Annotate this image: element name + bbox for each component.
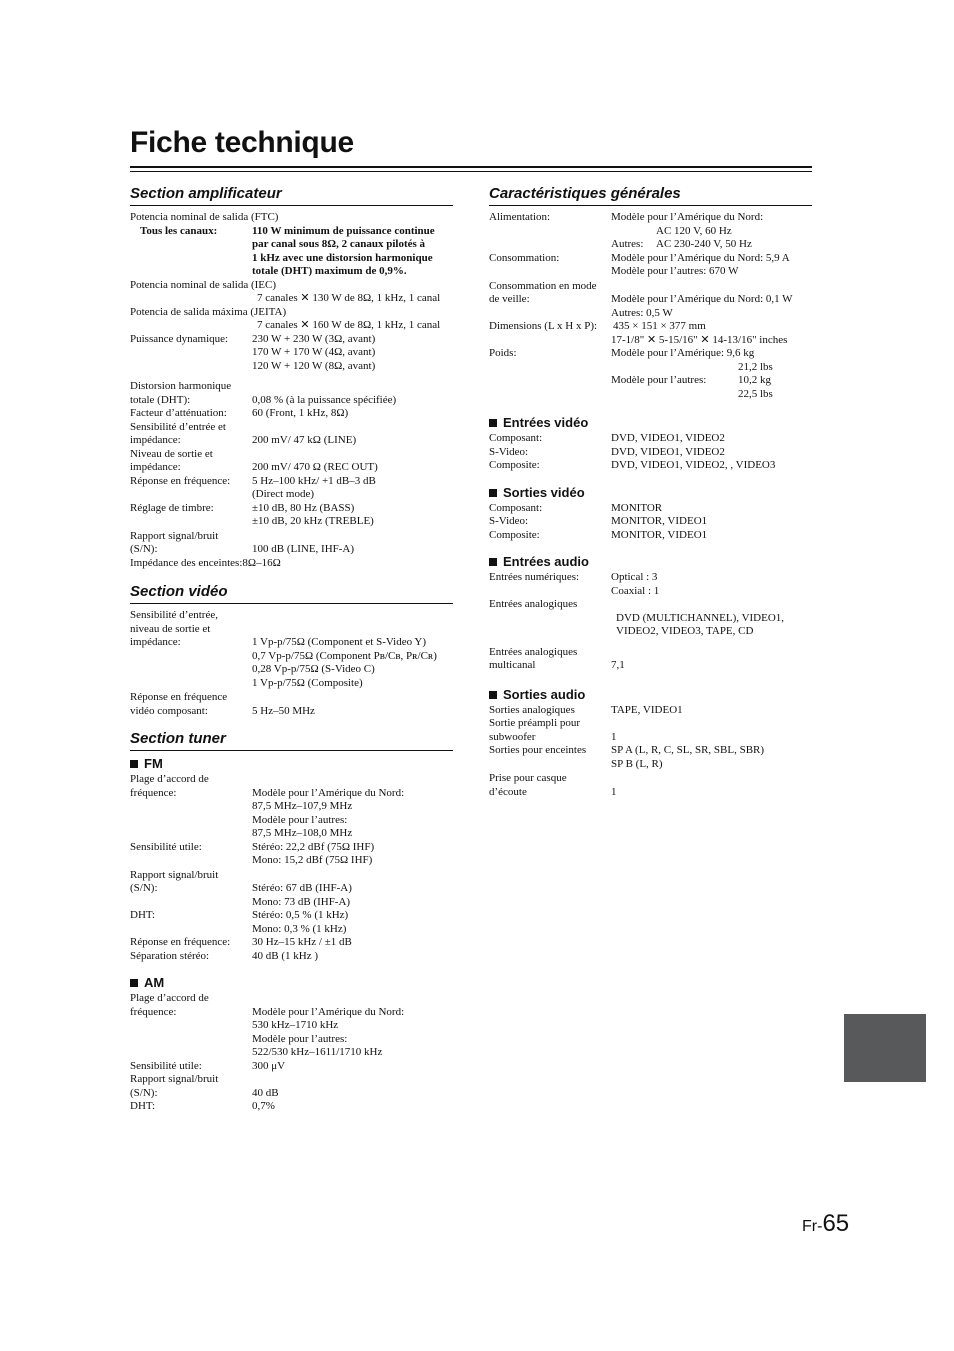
spec-value	[252, 225, 453, 279]
spec-value-line: 522/530 kHz–1611/1710 kHz	[252, 1046, 383, 1058]
subheading-video-outputs	[489, 485, 812, 501]
bullet-square-icon	[489, 419, 497, 427]
spec-value: 5 Hz–50 MHz	[252, 704, 315, 717]
spec-row	[130, 333, 453, 374]
spec-value: 200 mV/ 47 kΩ (LINE)	[252, 434, 357, 446]
spec-label: Potencia nominal de salida (FTC)	[130, 211, 279, 223]
spec-row	[489, 529, 812, 543]
spec-label: DHT:	[130, 1100, 156, 1112]
spec-row	[489, 432, 812, 446]
spec-value	[252, 787, 453, 841]
spec-value-line: 0,28 Vp-p/75Ω (S-Video C)	[252, 663, 375, 675]
section-heading-amplifier: Section amplificateur	[130, 185, 453, 206]
spec-row	[489, 211, 812, 252]
spec-value-line: Modèle pour l’autres: 10,2 kg	[611, 374, 771, 386]
spec-label: Consommation:	[489, 251, 560, 264]
spec-value-line: Mono: 0,3 % (1 kHz)	[252, 922, 347, 935]
spec-value-line: 120 W + 120 W (8Ω, avant)	[252, 359, 376, 372]
spec-label: Facteur d’atténuation:	[130, 407, 227, 419]
subheading-label: AM	[144, 975, 165, 990]
spec-label: Réponse en fréquence:	[130, 936, 231, 948]
spec-row	[130, 475, 453, 502]
spec-value-line: 21,2 lbs	[738, 360, 773, 373]
spec-value-line: Mono: 15,2 dBf (75Ω IHF)	[252, 854, 373, 866]
spec-value-line: 110 W minimum de puissance continue	[252, 224, 435, 237]
spec-value: 300 μV	[252, 1059, 286, 1072]
spec-label: Sensibilité d’entrée,	[130, 609, 218, 621]
subheading-label: Sorties vidéo	[503, 484, 585, 500]
spec-row	[130, 1100, 453, 1114]
spec-label: (S/N):	[130, 882, 158, 894]
spec-value-line: Modèle pour l’autres: 670 W	[611, 265, 739, 277]
spec-label: impédance:	[130, 434, 181, 446]
spec-value-line: Mono: 73 dB (IHF-A)	[252, 895, 351, 908]
spec-label: Entrées analogiques	[489, 598, 578, 610]
spec-label: Puissance dynamique:	[130, 332, 229, 345]
spec-value: DVD, VIDEO1, VIDEO2, , VIDEO3	[611, 459, 776, 471]
spec-value-line: par canal sous 8Ω, 2 canaux pilotés à	[252, 238, 426, 250]
spec-label: Plage d’accord de	[130, 992, 209, 1004]
spec-row	[130, 909, 453, 936]
spec-value: 60 (Front, 1 kHz, 8Ω)	[252, 407, 349, 419]
spec-value	[611, 320, 812, 347]
spec-value-line: 87,5 MHz–107,9 MHz	[252, 800, 353, 812]
spec-value	[611, 252, 812, 279]
spec-value: 40 dB	[252, 1086, 279, 1099]
spec-value-line: 1 kHz avec une distorsion harmonique	[252, 251, 433, 264]
spec-label: impédance:	[130, 461, 181, 473]
spec-value	[252, 1006, 453, 1060]
spec-value	[611, 744, 812, 771]
spec-value-line: 1 Vp-p/75Ω (Component et S-Video Y)	[252, 636, 427, 648]
spec-label: Sensibilité utile:	[130, 840, 202, 853]
spec-row	[489, 786, 812, 800]
spec-label: S-Video:	[489, 445, 529, 458]
subheading-audio-outputs	[489, 687, 812, 703]
right-column	[489, 185, 812, 799]
left-column	[130, 185, 453, 1114]
spec-label: Dimensions (L x H x P):	[489, 320, 598, 332]
subheading-am	[130, 975, 453, 991]
spec-value-line: totale (DHT) maximum de 0,9%.	[252, 265, 407, 277]
title-rule-thin	[130, 171, 812, 172]
spec-value-line: ±10 dB, 20 kHz (TREBLE)	[252, 515, 374, 527]
spec-value-line: Coaxial : 1	[611, 584, 660, 597]
spec-label: Sorties analogiques	[489, 703, 575, 716]
spec-label: fréquence:	[130, 786, 177, 799]
spec-value: MONITOR, VIDEO1	[611, 515, 708, 527]
spec-row	[489, 571, 812, 598]
spec-label: Sensibilité utile:	[130, 1059, 202, 1072]
spec-value: 8Ω–16Ω	[242, 556, 281, 569]
spec-label: Composite:	[489, 528, 540, 541]
spec-row	[130, 394, 453, 408]
spec-label: Entrées numériques:	[489, 571, 580, 583]
spec-row	[130, 841, 453, 868]
spec-label: Potencia de salida máxima (JEITA)	[130, 305, 287, 318]
page-number-prefix: Fr-	[802, 1218, 823, 1235]
spec-value	[611, 347, 812, 401]
spec-label: subwoofer	[489, 730, 536, 743]
spec-value	[611, 211, 812, 252]
spec-row	[130, 502, 453, 529]
spec-value-line: Modèle pour l’Amérique: 9,6 kg	[611, 347, 755, 359]
spec-row	[489, 459, 812, 473]
spec-row	[130, 1087, 453, 1101]
spec-value-line: Modèle pour l’Amérique du Nord: 5,9 A	[611, 251, 790, 264]
spec-value: 7,1	[611, 659, 625, 671]
page-number	[802, 1210, 849, 1238]
spec-value: 1	[611, 785, 617, 798]
spec-value-line: 230 W + 230 W (3Ω, avant)	[252, 332, 376, 345]
spec-row	[489, 293, 812, 320]
spec-value	[252, 333, 453, 374]
spec-value-line: 1 Vp-p/75Ω (Composite)	[252, 676, 363, 689]
spec-label: Réponse en fréquence:	[130, 474, 231, 487]
spec-value-line: SP A (L, R, C, SL, SR, SBL, SBR)	[611, 744, 765, 756]
spec-label: Poids:	[489, 347, 517, 359]
spec-label: fréquence:	[130, 1005, 177, 1018]
spec-value: 0,08 % (à la puissance spécifiée)	[252, 393, 397, 406]
bullet-square-icon	[130, 979, 138, 987]
spec-label: impédance:	[130, 636, 181, 648]
spec-label: Rapport signal/bruit	[130, 529, 219, 542]
spec-label: Alimentation:	[489, 211, 551, 223]
spec-value: 30 Hz–15 kHz / ±1 dB	[252, 936, 352, 948]
spec-label: Sorties pour enceintes	[489, 744, 587, 756]
spec-row	[130, 705, 453, 719]
spec-value-line: Optical : 3	[611, 571, 658, 583]
spec-value: 0,7%	[252, 1100, 275, 1112]
spec-value: 200 mV/ 470 Ω (REC OUT)	[252, 461, 378, 473]
spec-label: (S/N):	[130, 543, 158, 555]
spec-value	[611, 571, 812, 598]
spec-label: Composite:	[489, 459, 540, 471]
spec-label: Entrées analogiques	[489, 645, 578, 658]
page-title: Fiche technique	[130, 126, 354, 159]
spec-value: MONITOR, VIDEO1	[611, 528, 708, 541]
spec-label: Niveau de sortie et	[130, 447, 213, 460]
spec-label: Réglage de timbre:	[130, 501, 214, 514]
subheading-label: Entrées audio	[503, 554, 589, 569]
spec-row	[130, 407, 453, 421]
bullet-square-icon	[489, 558, 497, 566]
spec-value: DVD (MULTICHANNEL), VIDEO1,	[616, 611, 785, 624]
spec-value-line: SP B (L, R)	[611, 757, 663, 770]
spec-label: Impédance des enceintes:	[130, 556, 243, 569]
spec-label: niveau de sortie et	[130, 622, 211, 635]
spec-label: Composant:	[489, 432, 543, 444]
bullet-square-icon	[489, 691, 497, 699]
spec-value-line: 87,5 MHz–108,0 MHz	[252, 827, 353, 839]
spec-value-line: Stéréo: 0,5 % (1 kHz)	[252, 909, 349, 921]
spec-value: TAPE, VIDEO1	[611, 703, 683, 716]
spec-row	[130, 787, 453, 841]
spec-value: 7 canales ✕ 160 W de 8Ω, 1 kHz, 1 canal	[257, 319, 441, 331]
spec-value: VIDEO2, VIDEO3, TAPE, CD	[616, 625, 754, 637]
spec-value-line: Stéréo: 67 dB (IHF-A)	[252, 882, 352, 894]
spec-row	[489, 446, 812, 460]
spec-value: 1	[611, 730, 617, 743]
spec-label: Prise pour casque	[489, 772, 567, 784]
subheading-fm	[130, 756, 453, 772]
bullet-square-icon	[130, 760, 138, 768]
spec-value: 40 dB (1 kHz )	[252, 949, 318, 962]
spec-label: Plage d’accord de	[130, 773, 209, 785]
spec-value	[252, 841, 453, 868]
spec-label: S-Video:	[489, 515, 529, 527]
spec-value-line: 17-1/8" ✕ 5-15/16" ✕ 14-13/16" inches	[611, 333, 788, 346]
spec-value-line: Autres: 0,5 W	[611, 306, 673, 319]
spec-label: Séparation stéréo:	[130, 949, 210, 962]
spec-row	[489, 347, 812, 401]
spec-value-line: Autres: AC 230-240 V, 50 Hz	[611, 238, 752, 250]
spec-label: Consommation en mode	[489, 279, 597, 292]
spec-label: Rapport signal/bruit	[130, 1073, 219, 1085]
spec-row	[489, 731, 812, 745]
spec-value-line: Modèle pour l’Amérique du Nord: 0,1 W	[611, 293, 793, 305]
spec-value	[252, 882, 453, 909]
spec-row	[130, 557, 453, 571]
spec-value	[252, 909, 453, 936]
spec-label: Réponse en fréquence	[130, 691, 228, 703]
spec-row	[130, 936, 453, 950]
spec-value: MONITOR	[611, 501, 663, 514]
spec-value: 7 canales ✕ 130 W de 8Ω, 1 kHz, 1 canal	[257, 292, 441, 304]
section-heading-tuner: Section tuner	[130, 730, 453, 751]
spec-row	[130, 1060, 453, 1074]
subheading-audio-inputs	[489, 554, 812, 570]
spec-row	[130, 882, 453, 909]
spec-label: Sensibilité d’entrée et	[130, 420, 226, 433]
spec-row	[489, 515, 812, 529]
spec-value	[252, 475, 453, 502]
spec-row	[130, 434, 453, 448]
spec-label: DHT:	[130, 909, 156, 921]
spec-label: Rapport signal/bruit	[130, 868, 219, 881]
spec-value-line: 435 × 151 × 377 mm	[613, 320, 706, 332]
spec-value-line: Modèle pour l’Amérique du Nord:	[611, 211, 764, 223]
spec-value-line: 5 Hz–100 kHz/ +1 dB–3 dB	[252, 474, 376, 487]
spec-row	[489, 502, 812, 516]
spec-value	[611, 293, 812, 320]
spec-value: DVD, VIDEO1, VIDEO2	[611, 445, 725, 458]
spec-value	[252, 636, 453, 690]
spec-value-line: Stéréo: 22,2 dBf (75Ω IHF)	[252, 840, 375, 853]
spec-value-line: Modèle pour l’Amérique du Nord:	[252, 786, 405, 799]
subheading-label: FM	[144, 756, 163, 771]
spec-value	[252, 502, 453, 529]
spec-row	[489, 659, 812, 673]
spec-label: (S/N):	[130, 1086, 158, 1099]
subheading-video-inputs	[489, 415, 812, 431]
spec-value-line: 170 W + 170 W (4Ω, avant)	[252, 346, 376, 358]
spec-value-line: ±10 dB, 80 Hz (BASS)	[252, 501, 355, 514]
spec-row	[489, 704, 812, 718]
spec-value-line: Modèle pour l’Amérique du Nord:	[252, 1005, 405, 1018]
spec-row	[130, 636, 453, 690]
spec-row	[130, 461, 453, 475]
spec-label: Potencia nominal de salida (IEC)	[130, 278, 277, 291]
spec-label: Tous les canaux:	[140, 224, 218, 237]
spec-row	[489, 744, 812, 771]
spec-row	[130, 1006, 453, 1060]
spec-value-line: 22,5 lbs	[738, 387, 773, 400]
spec-label: d’écoute	[489, 785, 527, 798]
page-number-value: 65	[822, 1210, 850, 1237]
spec-value-line: (Direct mode)	[252, 488, 314, 500]
spec-row	[130, 225, 453, 279]
spec-label: Sortie préampli pour	[489, 717, 581, 729]
spec-row	[489, 252, 812, 279]
spec-value: DVD, VIDEO1, VIDEO2	[611, 432, 725, 444]
spec-row	[489, 320, 812, 347]
subheading-label: Entrées vidéo	[503, 415, 589, 430]
title-rule	[130, 166, 812, 168]
spec-value-line: Modèle pour l’autres:	[252, 813, 348, 826]
spec-value-line: AC 120 V, 60 Hz	[656, 224, 732, 237]
section-heading-video: Section vidéo	[130, 583, 453, 604]
section-heading-general: Caractéristiques générales	[489, 185, 812, 206]
spec-value-line: 0,7 Vp-p/75Ω (Component Pʙ/Cʙ, Pʀ/Cʀ)	[252, 649, 437, 662]
subheading-label: Sorties audio	[503, 686, 586, 702]
spec-value: 100 dB (LINE, IHF-A)	[252, 543, 355, 555]
chapter-tab-marker	[844, 1014, 926, 1082]
spec-label: totale (DHT):	[130, 393, 191, 406]
spec-label: vidéo composant:	[130, 704, 208, 717]
bullet-square-icon	[489, 489, 497, 497]
spec-value-line: Modèle pour l’autres:	[252, 1032, 348, 1045]
spec-row	[130, 950, 453, 964]
spec-label: multicanal	[489, 659, 536, 671]
spec-value-line: 530 kHz–1710 kHz	[252, 1019, 339, 1031]
spec-row	[130, 543, 453, 557]
spec-label: de veille:	[489, 293, 530, 305]
spec-label: Composant:	[489, 501, 543, 514]
spec-label: Distorsion harmonique	[130, 380, 232, 392]
